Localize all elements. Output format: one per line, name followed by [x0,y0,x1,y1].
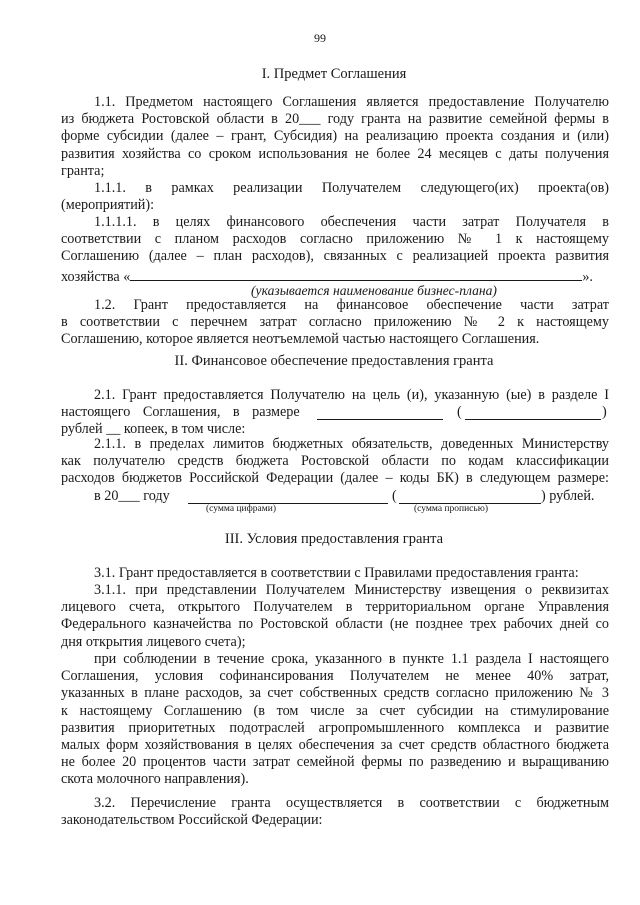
grant-amount-digits-field[interactable] [317,405,443,420]
paragraph-2-1-line: 2.1. Грант предоставляется Получателю на цель (и), указанную (ые) в разделе I [94,387,609,403]
paragraph-condition-line: развития приоритетных подотраслей агропромышленного комплекса и развитие [61,719,609,736]
budget-amount-suffix: ) рублей. [541,487,595,504]
paragraph-condition-line: малых форм хозяйствования в целях обеспечения за счет средств областного бюджета [61,737,609,754]
paragraph-2-1 [61,387,609,438]
paragraph-2-1-1 [61,436,609,505]
paragraph-1-1-1-1-line: соответствии с планом расходов согласно приложению № 1 к настоящему [61,231,609,248]
business-plan-caption: (указывается наименование бизнес-плана) [251,283,497,298]
paragraph-1-1-line: гранта; [61,162,105,179]
paragraph-3-2-line: 3.2. Перечисление гранта осуществляется в соответствии с бюджетным [94,795,609,811]
paragraph-3-1-1-line: лицевого счета, открытого Получателем в территориальном органе Управления [61,599,609,616]
paragraph-condition-line: при соблюдении в течение срока, указанного в пункте 1.1 раздела I настоящего [94,651,609,667]
grant-amount-line [61,404,609,421]
paragraph-1-1-1-line: (мероприятий): [61,197,155,214]
paragraph-3-1-1 [61,582,609,651]
paragraph-3-2-line: законодательством Российской Федерации: [61,812,323,829]
caption-sum-words: (сумма прописью) [414,504,488,514]
paragraph-2-1-1-line: расходов бюджетов Российской Федерации (далее – коды БК) в следующем размере: [61,470,609,487]
grant-amount-label: настоящего Соглашения, в размере [61,404,300,421]
caption-sum-digits: (сумма цифрами) [206,504,276,514]
section-3-title: III. Условия предоставления гранта [224,531,444,547]
page-number: 99 [314,31,326,45]
budget-amount-open-paren: ( [392,487,397,504]
paragraph-condition-line: к настоящему Соглашению (в том числе за счет субсидии на стимулирование [61,702,609,719]
section-2-title: II. Финансовое обеспечение предоставления гранта [174,353,494,369]
paragraph-condition-line: Соглашения, условия софинансирования Получателем не менее 40% затрат, [61,668,609,685]
paragraph-1-2-line: 1.2. Грант предоставляется на финансовое обеспечение части затрат [94,297,609,313]
budget-amount-words-field[interactable] [399,489,541,504]
paragraph-1-1-1-line: 1.1.1. в рамках реализации Получателем следующего(их) проекта(ов) [94,180,609,196]
grant-amount-close-paren: ) [602,404,607,421]
paragraph-condition-line: указанных в плане расходов, за счет собственных средств согласно приложению № 3 [61,685,609,702]
budget-year-label: в 20___ году [94,487,170,504]
paragraph-1-1-1 [61,180,609,214]
paragraph-3-1-1-line: дня открытия лицевого счета); [61,633,246,650]
paragraph-1-1-1-1 [61,214,609,286]
paragraph-3-1-1-line: Федерального казначейства по Ростовской области (не позднее трех рабочих дней со [61,616,609,633]
paragraph-condition-line: скота молочного направления). [61,771,249,788]
paragraph-1-1-line: развития хозяйства со сроком использования не более 24 месяцев с даты получения [61,145,609,162]
business-plan-name-field[interactable] [130,266,582,281]
paragraph-1-1-1-1-line: 1.1.1.1. в целях финансового обеспечения части затрат Получателя в [94,214,609,230]
paragraph-1-1-line: 1.1. Предметом настоящего Соглашения является предоставление Получателю [94,94,609,110]
paragraph-3-1-line: 3.1. Грант предоставляется в соответствии с Правилами предоставления гранта: [94,565,579,581]
budget-amount-digits-field[interactable] [188,489,388,504]
business-plan-suffix: ». [582,268,593,285]
grant-amount-words-field[interactable] [465,405,601,420]
grant-amount-open-paren: ( [457,404,462,421]
paragraph-1-2 [61,297,609,349]
section-1-title: I. Предмет Соглашения [261,66,407,82]
budget-year-line [61,488,609,505]
paragraph-1-1 [61,94,609,180]
business-plan-prefix: хозяйства « [61,268,131,285]
paragraph-condition [61,651,609,789]
paragraph-1-2-line: в соответствии с перечнем затрат согласно приложению № 2 к настоящему [61,314,609,331]
paragraph-1-1-1-1-line: Соглашению (далее – план расходов), связанных с реализацией проекта развития [61,248,609,265]
paragraph-1-1-line: из бюджета Ростовской области в 20___ году гранта на развитие семейной фермы в [61,111,609,128]
paragraph-3-2 [61,795,609,829]
paragraph-2-1-line: рублей __ копеек, в том числе: [61,421,246,438]
paragraph-2-1-1-line: как получателю средств бюджета Ростовской области по кодам классификации [61,453,609,470]
paragraph-2-1-1-line: 2.1.1. в пределах лимитов бюджетных обязательств, доведенных Министерству [94,436,609,452]
paragraph-3-1-1-line: 3.1.1. при представлении Получателем Министерству извещения о реквизитах [94,582,609,598]
paragraph-1-1-line: форме субсидии (далее – грант, Субсидия) на реализацию проекта создания и (или) [61,128,609,145]
paragraph-3-1 [61,565,609,582]
paragraph-condition-line: не более 20 процентов части затрат семейной фермы по разведению и выращиванию [61,754,609,771]
paragraph-1-2-line: Соглашению, которое является неотъемлемой частью настоящего Соглашения. [61,331,540,348]
